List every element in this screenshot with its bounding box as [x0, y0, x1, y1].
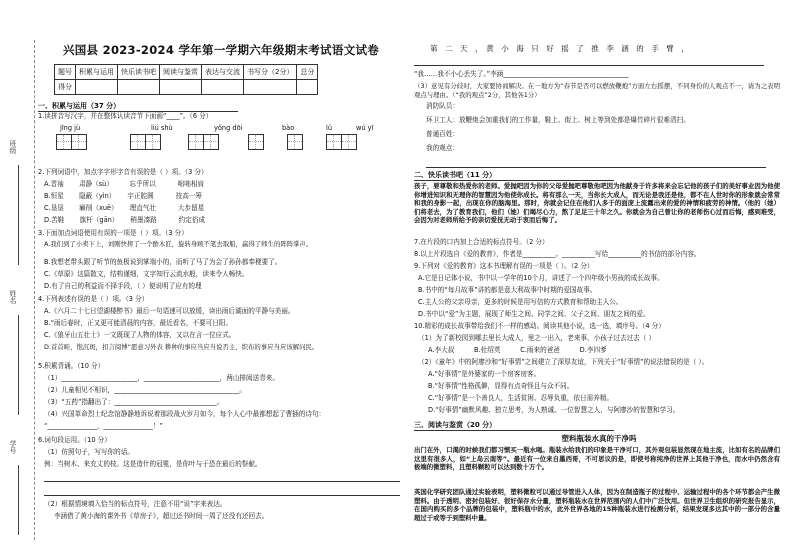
reading-passage: 孩子，要尊敬和热爱你的老师。爱抛吧因为你的父母爱抛吧尊敬他吧因为他献身于许多将来会忘记他的孩子们的美好事业因为他使你增进知识和无理你的智慧因为他使你成长。将有那么一天，当你长大成人，而无论是我还是他，都不在人世时你的形象就会常常和我的身影一起，出现在你的脑海里。那时，你就会记住在他们人多于的面庞上流露出来的爱的神情和疲劳的神情。（他的（她）们将老去，为了教育我们，他们（她）们竭尽心力，熬了足足三十年之久。你就会为自己曾让你的老师伤心过而后悔，感到难受，会因为对老师所给予的亲切爱抚无动于衷而后悔了。 [414, 182, 780, 225]
option: B.书中的“每月故事”讲的都是意大利故事中时期的爱国故事。 [418, 286, 597, 294]
section-heading: 三、阅读与鉴赏（20 分） [414, 421, 497, 429]
role-line[interactable]: 我的观点： [426, 144, 459, 152]
scenario-text: 第 二 天 ， 黄 小 海 只 好 摇 了 推 李 涵 的 手 臂 ， [430, 44, 689, 53]
pinyin: bào [282, 124, 295, 132]
score-cell: 总分 [297, 65, 318, 80]
question-text: （2）根据情境填入恰当的标点符号，注意不用“说”字来表达。 [44, 500, 227, 508]
exam-title: 兴国县 2023-2024 学年第一学期六年级期末考试语文试卷 [62, 43, 380, 57]
score-input-cell[interactable] [202, 80, 244, 95]
question-text: （1）为了新校园到哪去里长大成人，里之一出入，老来事，小孩子过去过去（ ） [418, 334, 656, 342]
binding-label-name: 姓名 [9, 290, 17, 304]
writing-box[interactable] [326, 134, 342, 150]
option: B.恒星 隐蔽（yìn） 宇正腔圆 技高一筹 [44, 192, 202, 200]
question-text: 9.下列对《爱的教育》这本书理解有误的一项是（ ）。（2 分） [414, 262, 594, 270]
question-text: 4.下列表述有误的是（ ）项。（3 分） [38, 295, 149, 303]
option: A.李大叔 B.杜绍英 C.雨来的爸爸 D.李四爹 [428, 346, 607, 354]
role-line[interactable]: 消防队员： [426, 102, 459, 110]
binding-line [18, 315, 19, 415]
question-text: 6.词句段运用。（10 分） [38, 436, 111, 444]
question-text: 1.读拼音写汉字，并在整体认读音节下面画“____”。（6 分） [38, 112, 213, 120]
score-cell: 快乐读书吧 [118, 65, 160, 80]
pinyin: jīng jù [60, 124, 81, 132]
answer-line[interactable] [414, 56, 764, 66]
question-text: （1）仿照句子，写写你的话。 [44, 448, 134, 456]
score-table-header-row [55, 65, 318, 80]
score-input-cell[interactable] [76, 80, 118, 95]
score-input-cell[interactable] [297, 80, 318, 95]
section-heading: 一、积累与运用（37 分） [38, 102, 121, 110]
option: D.首首畦，饱沉斑，扣言阅博“愿意习外表 耕种的事应当应当说否主，织布的事应当应该解问民。 [44, 343, 319, 351]
pinyin: liú shù [151, 124, 173, 132]
writing-box[interactable] [341, 134, 357, 150]
score-input-cell[interactable] [244, 80, 297, 95]
binding-label-id: 学号 [9, 440, 17, 454]
question-text: 5.积累背诵。（10 分） [38, 362, 105, 370]
score-input-cell[interactable] [160, 80, 202, 95]
option: C.《草原》这篇散文，结构谨细，文字知行云流水般，读来令人畅快。 [44, 270, 249, 278]
answer-line[interactable] [44, 486, 400, 496]
score-input-cell[interactable] [118, 80, 160, 95]
question-text: 7.在片段的口内加上合适的标点符号。（2 分） [414, 238, 549, 246]
question-text: （3）意见有分歧时，大家要协商解决。在一地方为“春节是否可以燃放鞭炮”方面左右摇摆，不同身份的人观点不一，请为之表明观点与理由。（“我的观点”2分，其他各1分） [414, 82, 780, 99]
article-paragraph: 英国化学研究团队通过实验表明，塑料微粒可以通过导管进入人体，因为在制造瓶子的过程中、运输过程中的各个环节都会产生微塑料。由于透明、密封包装好、很好保存水分量，塑料瓶装水在世界范围内的人们中广泛饮用。但世界卫生组织的研究报告显示，在国内购买的多个品牌的包装中，塑料瓶中的水，此外世界各地的15种瓶装水进行检测分析，结果发现多达其中的一部分的含量超过于或等于到塑料中量。 [414, 488, 780, 522]
binding-label-class: 班级 [9, 140, 17, 154]
score-cell: 题号 [55, 65, 76, 80]
example-text: 例：当树木、来充丈的枝。这是造什的冠冕，是你叶与于恐在最后的祭献。 [44, 460, 262, 468]
option: D.书中以“爱”为主题，展现了师生之间、同学之间、父子之间、朋友之间的爱。 [418, 310, 650, 318]
scenario-text: 李涵借了黄小海的课外书《草房子》，超过还书时间一周了还没有还回去。 [54, 512, 269, 520]
option: B.我想老带头跟了听节的鱼极说到掌端小的，而听了马了为会了孙孙都奉梗要了。 [44, 258, 282, 266]
question-text: 3.下面加点词语使用有误的一项是（ ）项。（3 分） [38, 229, 188, 237]
pinyin: yǒng dōi [214, 124, 243, 132]
option: D.有了自己的利益而不择手段，（ ）便说明了应有的理 [44, 282, 202, 290]
option: C.“好事情”是一个善良人，生活贫困、忍辱负重，依日需养精。 [428, 394, 613, 402]
character-boxes [56, 134, 356, 150]
score-cell: 积累与运用 [76, 65, 118, 80]
writing-box[interactable] [130, 134, 146, 150]
score-table [54, 64, 318, 95]
score-cell: 得分 [55, 80, 76, 95]
option: A.《六月二十七日望湖楼醉书》最后一句语速可以放缓，读出雨后湖面的平静与美丽。 [44, 307, 295, 315]
question-text: 10.精彩的成长故事带给我们不一样的感动。阅读其他小说，选一选，填序号。（4 分） [414, 322, 665, 330]
option: B.“雨后春时，正又更可能清晨的内容，最近看名，不要可日阳。 [44, 319, 233, 327]
writing-box[interactable] [203, 134, 219, 150]
score-table-row [55, 80, 318, 95]
question-text[interactable]: 8.以上片段选自《爱的教育》，作者是__________。__________写给__________的书信的部分内容。 [414, 250, 701, 258]
writing-box[interactable] [145, 134, 161, 150]
section-heading: 二、快乐读书吧（11 分） [414, 171, 497, 179]
binding-margin [6, 40, 35, 540]
option: D.苦鞋 旗杆（gān） 稍墨凑路 约定俗成 [44, 216, 206, 224]
option: B.“好事情”性格孤僻，显得有点奇怪且与众不同。 [428, 382, 574, 390]
writing-box[interactable] [188, 134, 204, 150]
pinyin: lǔ [326, 124, 333, 132]
score-cell: 阅读与鉴赏 [160, 65, 202, 80]
option: A.它是日记体小说，书中以一学年的10个月，讲述了一个四年级小男孩的成长故事。 [418, 274, 664, 282]
fill-line[interactable]: （2）儿童相见不相识，______________________________________。 [44, 386, 247, 394]
option: D.“好事情”幽默风趣、独立思考，为人熟诚。一位智慧之人，与阿廖沙的智慧和学习。 [428, 406, 680, 414]
option: C.《狼牙山五壮士》一文既现了人物的体容，又以在言一位应式。 [44, 331, 236, 339]
pinyin: wú yī [356, 124, 374, 132]
option: C.主人公的父亲母亲，更多的时候是用写信的方式教育和帮助主人公。 [418, 298, 623, 306]
fill-line[interactable]: （3）“五药”指翻出了：_______________________________。 [44, 398, 224, 406]
answer-line[interactable] [44, 472, 400, 482]
question-text: 2.下列词语中，加点字字形字音有误的是（ ）项。（3 分） [38, 168, 208, 176]
question-text: （2）《童年》中的阿廖沙和“好事情”之间建立了深厚友谊，下列关于“好事情”的说法错误的是（ ）。 [418, 358, 709, 366]
fill-line: （4）兴国革命烈士纪念馆静静地诉说着那段战火岁月如今，每个人心中最都想起了曹插的诗句： [44, 410, 326, 418]
writing-box[interactable] [248, 134, 264, 150]
option: A.我们到了小卖下上，刘刚快摔了一个酢木匠，旋转身顾不笔去取船，赢得了师生的阵阵掌声。 [44, 240, 313, 248]
option: A.晋袖 肃静（sù） 忘乎所以 咄咄相肩 [44, 180, 205, 188]
writing-box[interactable] [71, 134, 87, 150]
score-cell: 表达与交流 [202, 65, 244, 80]
binding-line [18, 465, 19, 535]
score-cell: 书写分（2分） [244, 65, 297, 80]
writing-box[interactable] [287, 134, 303, 150]
binding-line [18, 165, 19, 265]
fill-line[interactable]: “_______________，_______________！” [44, 422, 163, 430]
dialogue-line[interactable]: “我……我不小心丢失了。”李涵______________________________________ [414, 70, 629, 78]
role-line[interactable]: 普通百姓： [426, 130, 459, 138]
option: A.“好事情”是外婆家的一个房客房客。 [428, 370, 541, 378]
article-paragraph: 出门在外，口渴的时候我们都习惯买一瓶水喝。瓶装水给我们的印象是干净可口，其外观包装显然现在地主流，比如有名的品牌们这里有很多人，如“上岛云南等”。最近有一位来自墨西哥，不可思议的是，即使号称纯净的世界上其他于净也，而水中仍然含有极端的微塑料，且塑料颗粒可以达到数十万个。 [414, 446, 780, 472]
option: C.垦垦 癞削（xuē） 理直气壮 大步留星 [44, 204, 205, 212]
answer-line[interactable] [426, 158, 766, 168]
writing-box[interactable] [56, 134, 72, 150]
article-title: 塑料瓶装水真的干净吗 [561, 434, 637, 443]
fill-line[interactable]: （1）_______________________，_______________________，两山排闼送青来。 [44, 374, 279, 382]
role-line: 环卫工人：放鞭炮会加重我们的工作量，鞋上、街上、树上等到处都是爆竹碎片很难清扫。 [426, 116, 690, 124]
